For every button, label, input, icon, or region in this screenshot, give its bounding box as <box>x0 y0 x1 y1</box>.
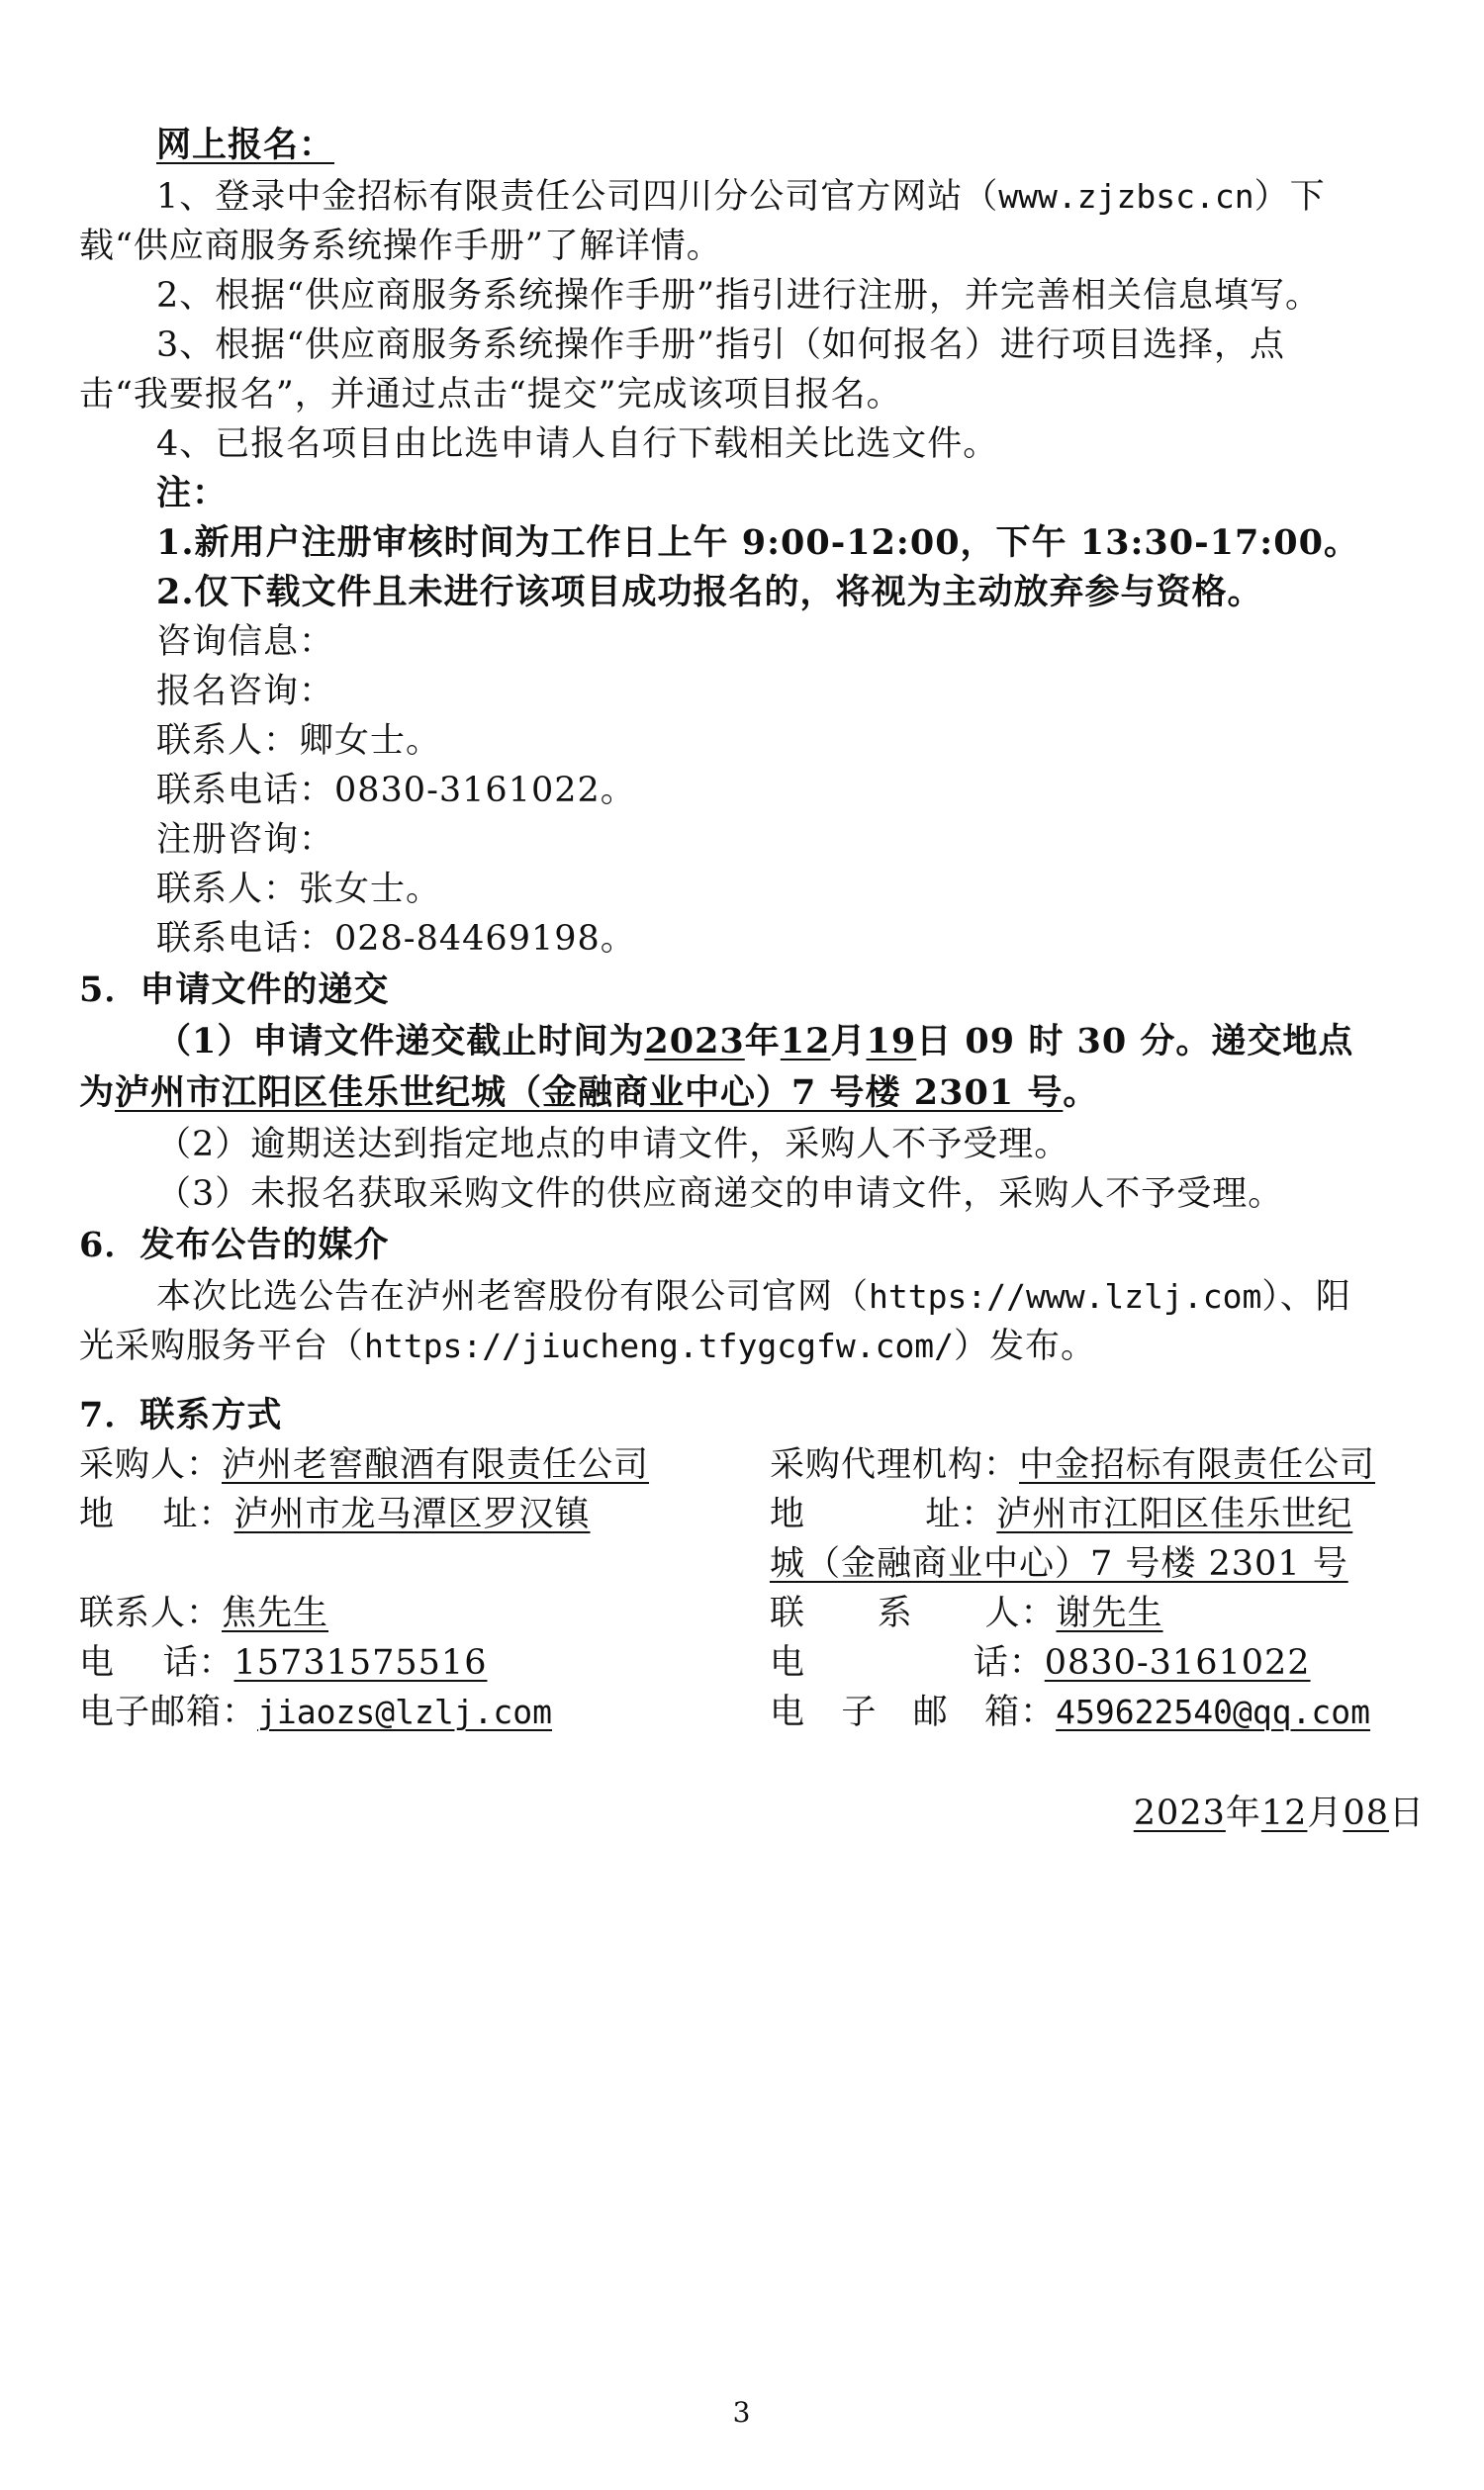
signup-contact: 联系人：张女士。 <box>156 870 442 909</box>
consult-title: 咨询信息： <box>156 622 335 662</box>
signup-consult-label: 注册咨询： <box>156 820 335 860</box>
zjzbsc-website-link[interactable]: www.zjzbsc.cn <box>998 177 1254 216</box>
registration-step-1: 1、登录中金招标有限责任公司四川分公司官方网站（www.zjzbsc.cn）下 <box>156 177 1326 217</box>
agency-email: 电 子 邮 箱：459622540@qq.com <box>770 1693 1371 1732</box>
document-date: 2023年12月08日 <box>1133 1794 1425 1833</box>
buyer-contact: 联系人：焦先生 <box>79 1594 329 1633</box>
registration-step-3-cont: 击“我要报名”，并通过点击“提交”完成该项目报名。 <box>79 375 902 415</box>
agency-email-link[interactable]: 459622540@qq.com <box>1056 1693 1371 1731</box>
registration-phone: 联系电话：0830-3161022。 <box>156 771 636 810</box>
jiucheng-platform-link[interactable]: https://jiucheng.tfygcgfw.com/ <box>364 1327 955 1365</box>
buyer-phone: 电 话：15731575516 <box>79 1643 488 1683</box>
buyer-name: 采购人：泸州老窖酿酒有限责任公司 <box>79 1445 650 1485</box>
media-paragraph: 本次比选公告在泸州老窖股份有限公司官网（https://www.lzlj.com）、阳 <box>156 1277 1351 1317</box>
note-1: 1.新用户注册审核时间为工作日上午 9:00-12:00，下午 13:30-17:00。 <box>156 522 1359 563</box>
media-paragraph-cont: 光采购服务平台（https://jiucheng.tfygcgfw.com/）发布。 <box>79 1327 1097 1366</box>
late-submission-note: （2）逾期送达到指定地点的申请文件，采购人不予受理。 <box>156 1125 1070 1164</box>
lzlj-website-link[interactable]: https://www.lzlj.com <box>869 1277 1262 1316</box>
online-registration-title: 网上报名： <box>156 125 335 165</box>
agency-name: 采购代理机构：中金招标有限责任公司 <box>770 1445 1376 1485</box>
submission-deadline: （1）申请文件递交截止时间为2023年12月19日 09 时 30 分。递交地点 <box>156 1021 1354 1061</box>
buyer-address: 地 址：泸州市龙马潭区罗汉镇 <box>79 1495 591 1534</box>
submission-location: 为泸州市江阳区佳乐世纪城（金融商业中心）7 号楼 2301 号。 <box>79 1072 1099 1113</box>
registration-step-1-cont: 载“供应商服务系统操作手册”了解详情。 <box>79 227 722 266</box>
registration-consult-label: 报名咨询： <box>156 672 335 711</box>
agency-address-cont: 城（金融商业中心）7 号楼 2301 号 <box>770 1544 1348 1584</box>
section-6-heading: 6．发布公告的媒介 <box>79 1225 390 1265</box>
registration-contact: 联系人：卿女士。 <box>156 721 442 761</box>
agency-contact: 联 系 人：谢先生 <box>770 1594 1163 1633</box>
signup-phone: 联系电话：028-84469198。 <box>156 919 636 959</box>
buyer-email: 电子邮箱：jiaozs@lzlj.com <box>79 1693 553 1732</box>
agency-phone: 电 话：0830-3161022 <box>770 1643 1311 1683</box>
buyer-email-link[interactable]: jiaozs@lzlj.com <box>257 1693 553 1731</box>
registration-step-3: 3、根据“供应商服务系统操作手册”指引（如何报名）进行项目选择，点 <box>156 325 1286 365</box>
unregistered-submission-note: （3）未报名获取采购文件的供应商递交的申请文件，采购人不予受理。 <box>156 1174 1284 1214</box>
note-title: 注： <box>156 473 229 513</box>
note-2: 2.仅下载文件且未进行该项目成功报名的，将视为主动放弃参与资格。 <box>156 572 1263 612</box>
registration-step-4: 4、已报名项目由比选申请人自行下载相关比选文件。 <box>156 424 999 464</box>
page-number: 3 <box>732 2396 752 2429</box>
section-5-heading: 5．申请文件的递交 <box>79 969 390 1010</box>
agency-address: 地 址：泸州市江阳区佳乐世纪 <box>770 1495 1353 1534</box>
section-7-heading: 7．联系方式 <box>79 1395 283 1435</box>
registration-step-2: 2、根据“供应商服务系统操作手册”指引进行注册，并完善相关信息填写。 <box>156 276 1322 316</box>
